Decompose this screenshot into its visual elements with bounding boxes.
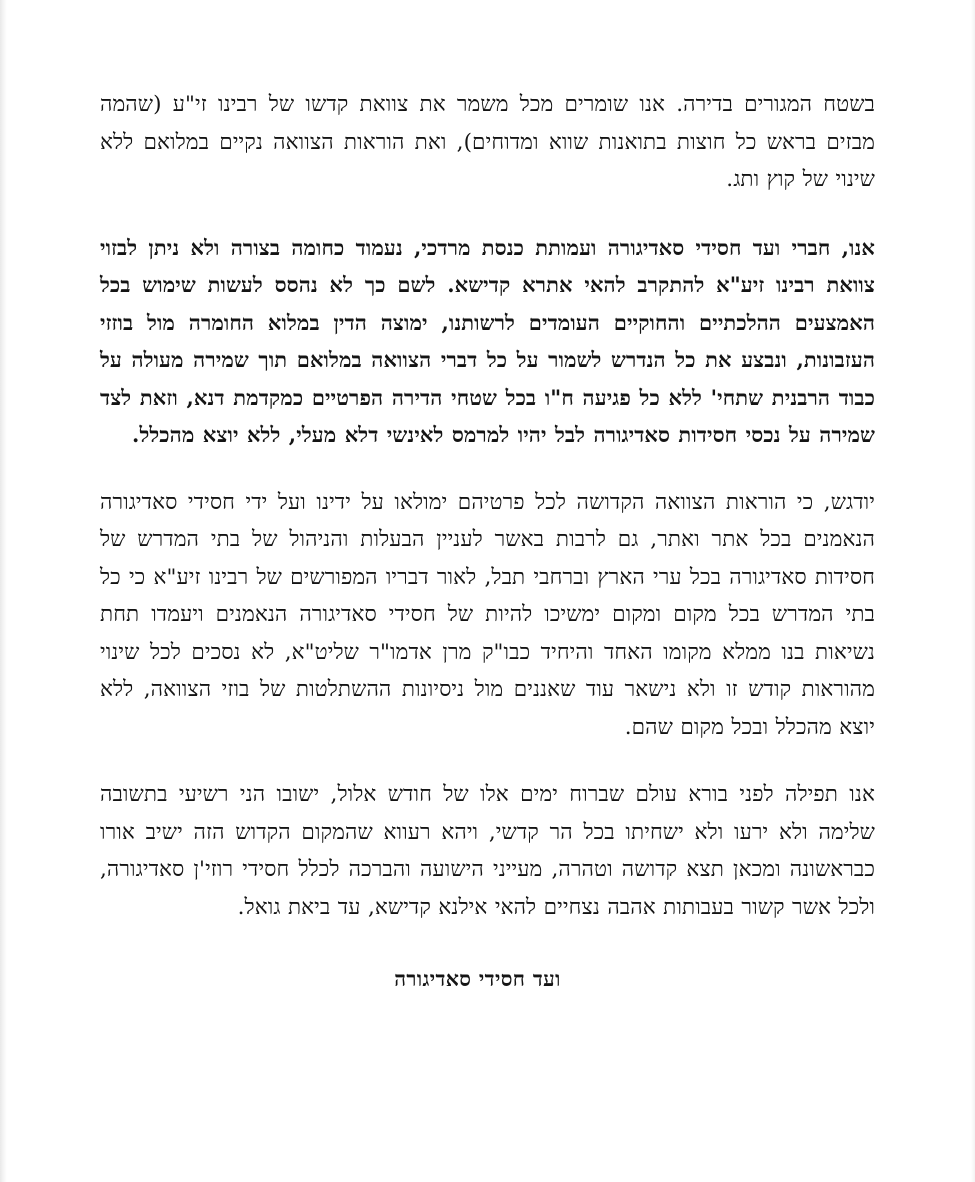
- paragraph-2: אנו, חברי ועד חסידי סאדיגורה ועמותת כנסת מרדכי, נעמוד כחומה בצורה ולא ניתן לבזוי צוואת רבינו זיע"א להתקרב להאי אתרא קדישא. לשם כך לא נהסס לעשות שימוש בכל האמצעים ההלכתיים והחוקיים העומדים לרשותנו, ימוצה הדין במלוא החומרה מול בוזזי העזבונות, ונבצע את כל הנדרש לשמור על כל דברי הצוואה במלואם תוך שמירה מעולה על כבוד הרבנית שתחי' ללא כל פגיעה ח"ו בכל שטחי הדירה הפרטיים כמקדמת דנא, וזאת לצד שמירה על נכסי חסידות סאדיגורה לבל יהיו למרמס לאינשי דלא מעלי, ללא יוצא מהכלל.: [100, 234, 875, 447]
- document-signature: ועד חסידי סאדיגורה: [394, 967, 561, 991]
- paragraph-1: בשטח המגורים בדירה. אנו שומרים מכל משמר את צוואת קדשו של רבינו זי"ע (שהמה מבזים בראש כל חוצות בתואנות שווא ומדוחים), ואת הוראות הצוואה נקיים במלואם ללא שינוי של קוץ ותג.: [100, 92, 875, 192]
- paragraph-3: יודגש, כי הוראות הצוואה הקדושה לכל פרטיהם ימולאו על ידינו ועל ידי חסידי סאדיגורה הנאמנים בכל אתר ואתר, גם לרבות באשר לעניין הבעלות והניהול של בתי המדרש של חסידות סאדיגורה בכל ערי הארץ וברחבי תבל, לאור דבריו המפורשים של רבינו זיע"א כי כל בתי המדרש בכל מקום ומקום ימשיכו להיות של חסידי סאדיגורה הנאמנים ויעמדו תחת נשיאות בנו ממלא מקומו האחד והיחיד כבו"ק מרן אדמו"ר שליט"א, לא נסכים לכל שינוי מהוראות קודש זו ולא נישאר עוד שאננים מול ניסיונות ההשתלטות של בוזי הצוואה, ללא יוצא מהכלל ובכל מקום שהם.: [100, 489, 876, 740]
- document-body: [100, 86, 875, 994]
- paragraph-4: אנו תפילה לפני בורא עולם שברוח ימים אלו של חודש אלול, ישובו הני רשיעי בתשובה שלימה ולא ירעו ולא ישחיתו בכל הר קדשי, ויהא רעווא שהמקום הקדוש הזה ישיב אורו כבראשונה ומכאן תצא קדושה וטהרה, מעייני הישועה והברכה לכלל חסידי רוזי'ן סאדיגורה, ולכל אשר קשור בעבותות אהבה נצחיים להאי אילנא קדישא, עד ביאת גואל.: [100, 782, 875, 920]
